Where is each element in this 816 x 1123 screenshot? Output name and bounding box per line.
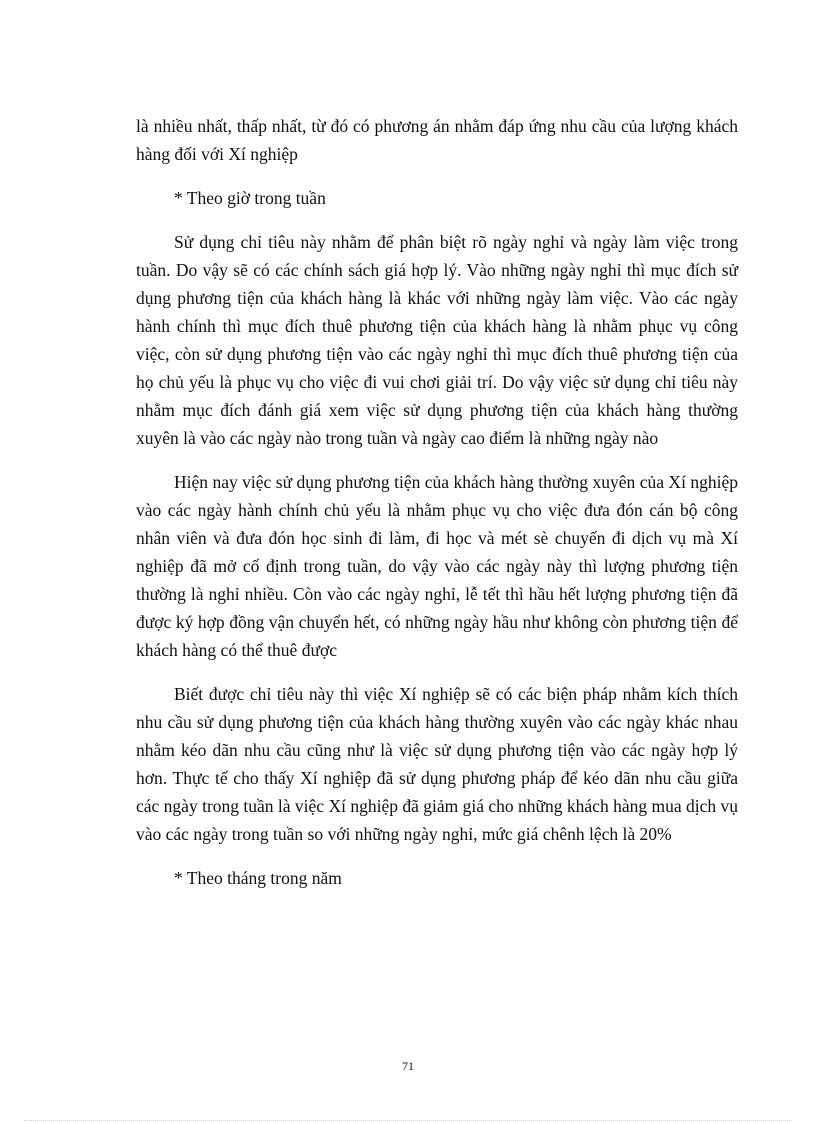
paragraph-continuation: là nhiều nhất, thấp nhất, từ đó có phương án nhằm đáp ứng nhu cầu của lượng khách hàng đối với Xí nghiệp [136, 116, 738, 164]
paragraph-current-usage: Hiện nay việc sử dụng phương tiện của khách hàng thường xuyên của Xí nghiệp vào các ngày hành chính chủ yếu là nhằm phục vụ cho việc đưa đón cán bộ công nhân viên và đưa đón học sinh đi làm, đi học và mét sè chuyến đi dịch vụ mà Xí nghiệp đã mở cố định trong tuần, do vậy vào các ngày này thì lượng phương tiện thường là nghỉ nhiều. Còn vào các ngày nghỉ, lễ tết thì hầu hết lượng phương tiện đã được ký hợp đồng vận chuyển hết, có những ngày hầu như không còn phương tiện để khách hàng có thể thuê được [136, 472, 738, 660]
section-heading-monthly: * Theo tháng trong năm [174, 868, 342, 888]
document-body [136, 112, 738, 908]
paragraph-pricing-measures: Biết được chỉ tiêu này thì việc Xí nghiệp sẽ có các biện pháp nhằm kích thích nhu cầu sử dụng phương tiện của khách hàng thường xuyên vào các ngày khác nhau nhằm kéo dãn nhu cầu cũng như là việc sử dụng phương tiện vào các ngày hợp lý hơn. Thực tế cho thấy Xí nghiệp đã sử dụng phương pháp để kéo dãn nhu cầu giữa các ngày trong tuần là việc Xí nghiệp đã giảm giá cho những khách hàng mua dịch vụ vào các ngày trong tuần so với những ngày nghỉ, mức giá chênh lệch là 20% [136, 684, 738, 844]
page-number: 71 [402, 1059, 414, 1073]
page-bottom-divider [24, 1120, 792, 1121]
section-heading-weekly: * Theo giờ trong tuần [174, 188, 326, 208]
paragraph-weekly-purpose: Sử dụng chỉ tiêu này nhằm để phân biệt rõ ngày nghỉ và ngày làm việc trong tuần. Do vậy sẽ có các chính sách giá hợp lý. Vào những ngày nghỉ thì mục đích sử dụng phương tiện của khách hàng là khác với những ngày làm việc. Vào các ngày hành chính thì mục đích thuê phương tiện của khách hàng là nhằm phục vụ công việc, còn sử dụng phương tiện vào các ngày nghỉ thì mục đích thuê phương tiện của họ chủ yếu là phục vụ cho việc đi vui chơi giải trí. Do vậy việc sử dụng chỉ tiêu này nhằm mục đích đánh giá xem việc sử dụng phương tiện của khách hàng thường xuyên là vào các ngày nào trong tuần và ngày cao điểm là những ngày nào [136, 232, 738, 448]
